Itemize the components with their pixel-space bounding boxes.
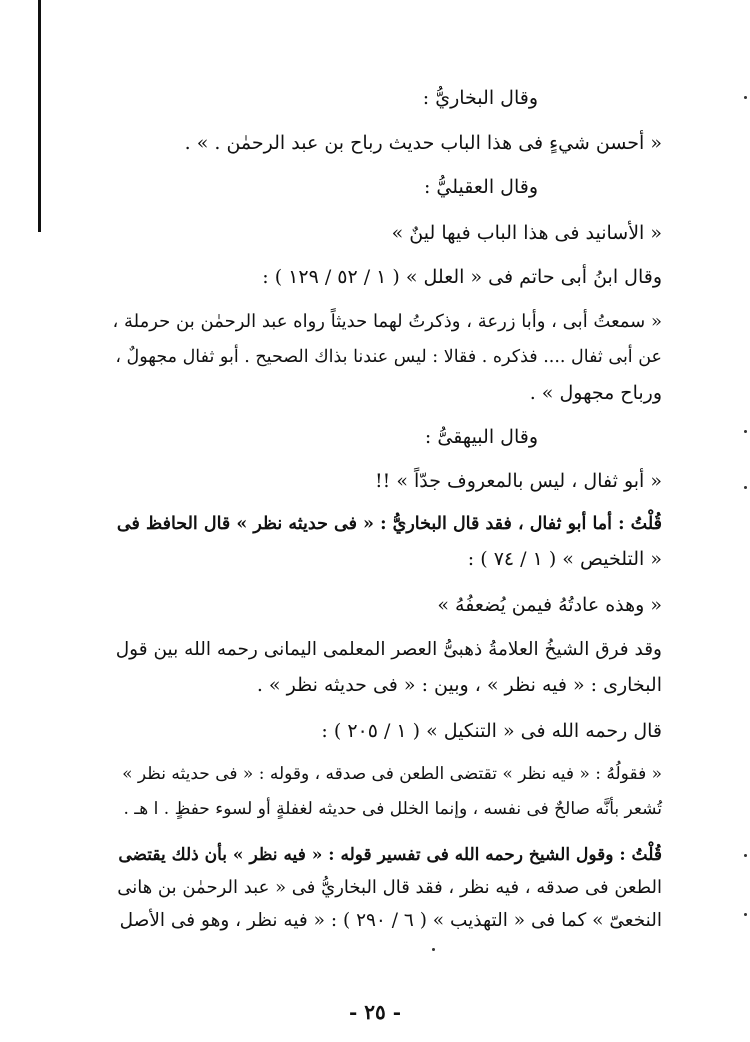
text-line: وقال ابنُ أبى حاتم فى « العلل » ( ١ / ٥٢ / ١٢٩ ) : bbox=[262, 266, 662, 288]
scan-speck bbox=[744, 913, 747, 916]
text-line: « سمعتُ أبى ، وأبا زرعة ، وذكرتُ لهما حديثاً رواه عبد الرحمٰن بن حرملة ، bbox=[112, 311, 662, 332]
text-line: عن أبى ثفال .... فذكره . فقالا : ليس عندنا بذاك الصحيح . أبو ثفال مجهولٌ ، bbox=[115, 347, 662, 367]
scan-speck bbox=[744, 430, 747, 433]
text-line: « التلخيص » ( ١ / ٧٤ ) : bbox=[467, 548, 662, 570]
text-line: ورباح مجهول » . bbox=[529, 382, 662, 404]
text-line: الطعن فى صدقه ، فيه نظر ، فقد قال البخاريُّ فى « عبد الرحمٰن بن هانى bbox=[117, 877, 662, 898]
text-line: وقد فرق الشيخُ العلامةُ ذهبىُّ العصر المعلمى اليمانى رحمه الله بين قول bbox=[115, 639, 662, 660]
text-line: وقال العقيليُّ : bbox=[423, 176, 538, 198]
text-line: « أبو ثفال ، ليس بالمعروف جدّاً » !! bbox=[375, 470, 662, 492]
text-line: تُشعر بأنَّه صالحٌ فى نفسه ، وإنما الخلل فى حديثه لغفلةٍ أو لسوء حفظٍ . ا هـ . bbox=[123, 799, 662, 819]
scan-speck bbox=[744, 96, 747, 99]
scan-speck bbox=[744, 486, 747, 489]
scan-speck bbox=[744, 854, 747, 857]
text-line: « وهذه عادتُهُ فيمن يُضعفُهُ » bbox=[437, 594, 662, 616]
text-line: « فقولُهُ : « فيه نظر » تقتضى الطعن فى صدقه ، وقوله : « فى حديثه نظر » bbox=[122, 764, 662, 784]
page-number: - ٢٥ - bbox=[348, 1000, 401, 1024]
text-line: « أحسن شيءٍ فى هذا الباب حديث رباح بن عبد الرحمٰن . » . bbox=[184, 132, 662, 154]
text-line: قُلْتُ : أما أبو ثفال ، فقد قال البخاريُّ : « فى حديثه نظر » قال الحافظ فى bbox=[116, 514, 662, 534]
text-line: النخعىّ » كما فى « التهذيب » ( ٦ / ٢٩٠ ) : « فيه نظر ، وهو فى الأصل bbox=[119, 910, 662, 931]
scan-speck bbox=[432, 948, 435, 951]
text-line: البخارى : « فيه نظر » ، وبين : « فى حديثه نظر » . bbox=[256, 674, 662, 696]
text-line: وقال البيهقىُّ : bbox=[424, 426, 538, 448]
text-line: قال رحمه الله فى « التنكيل » ( ١ / ٢٠٥ ) : bbox=[321, 720, 662, 742]
text-line: قُلْتُ : وقول الشيخ رحمه الله فى تفسير قوله : « فيه نظر » بأن ذلك يقتضى bbox=[118, 845, 662, 865]
text-line: وقال البخاريُّ : bbox=[422, 87, 538, 109]
text-line: « الأسانيد فى هذا الباب فيها لينٌ » bbox=[391, 222, 662, 244]
